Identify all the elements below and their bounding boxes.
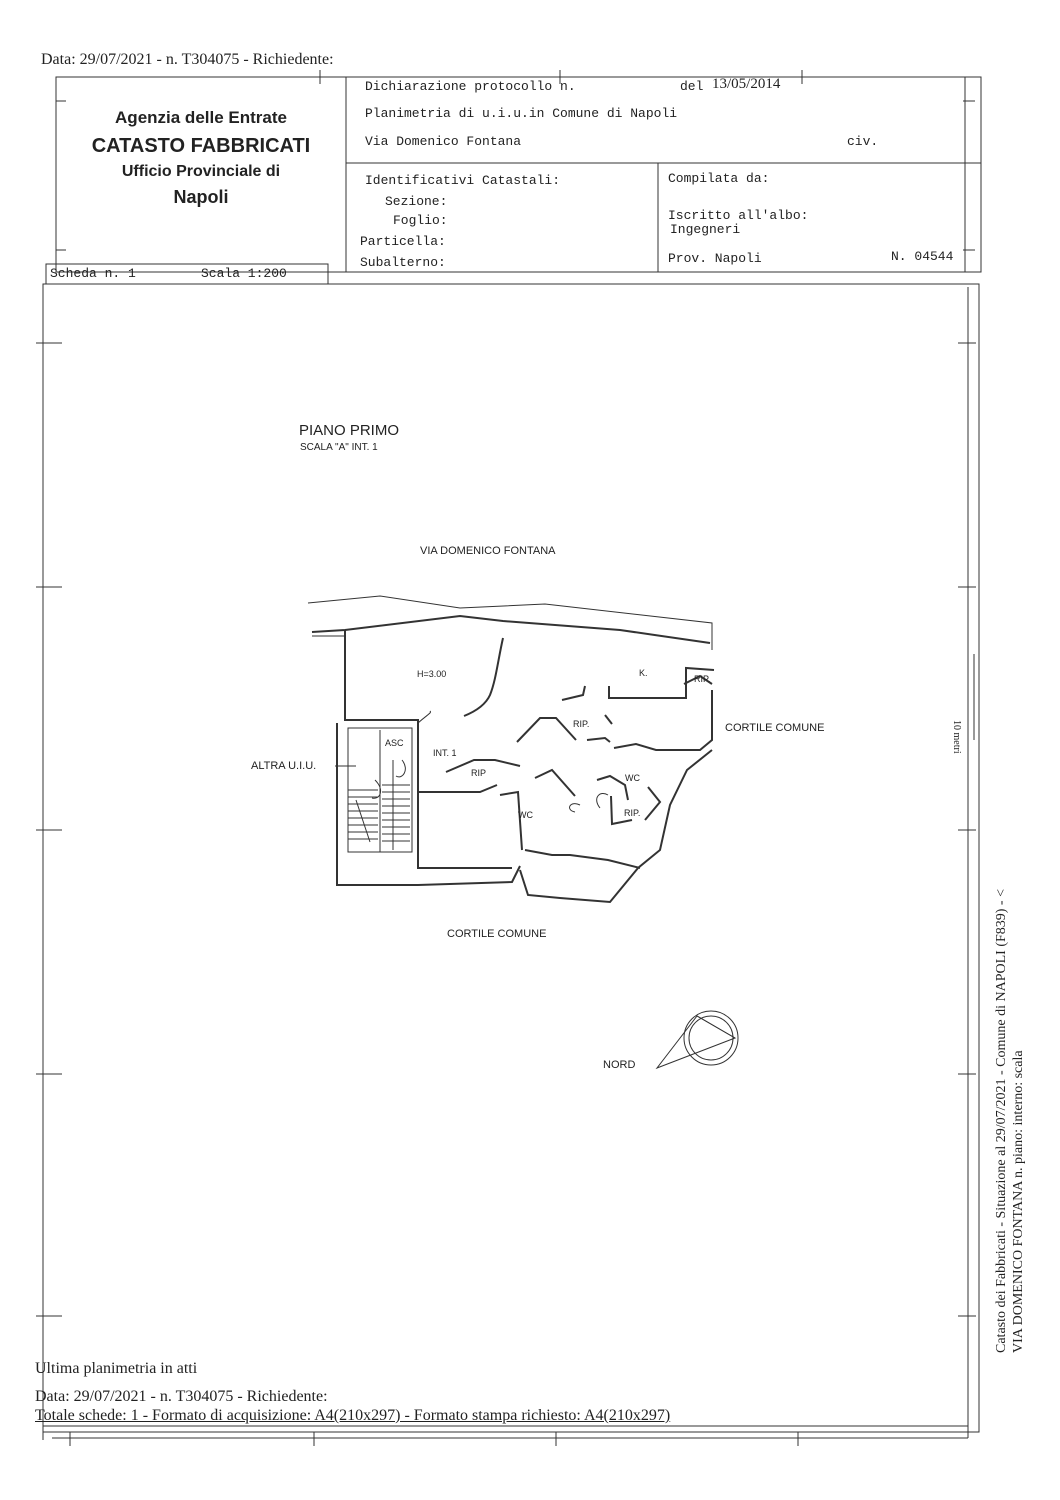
room-lift-label: ASC bbox=[385, 738, 404, 748]
north-label: NORD bbox=[603, 1059, 636, 1071]
side-note: 10 metri bbox=[951, 720, 962, 754]
floor-title: PIANO PRIMO bbox=[299, 422, 400, 439]
protocol-label: Dichiarazione protocollo n. bbox=[365, 79, 576, 94]
vertical-line-2: VIA DOMENICO FONTANA n. piano: interno: scala bbox=[1011, 1050, 1026, 1353]
civ-label: civ. bbox=[847, 134, 879, 149]
compiler-province: Prov. Napoli bbox=[668, 251, 762, 266]
neighbor-label: ALTRA U.I.U. bbox=[251, 760, 317, 772]
footer-data-line: Data: 29/07/2021 - n. T304075 - Richiedente: bbox=[35, 1388, 328, 1405]
room-storage-label: RIP bbox=[471, 768, 487, 778]
foglio-label: Foglio: bbox=[393, 213, 448, 228]
room-height-label: H=3.00 bbox=[417, 669, 447, 679]
stair-label: SCALA "A" INT. 1 bbox=[300, 442, 378, 453]
courtyard-right-label: CORTILE COMUNE bbox=[725, 722, 825, 734]
compiler-profession: Ingegneri bbox=[670, 222, 741, 237]
agency-city: Napoli bbox=[173, 187, 229, 207]
sezione-label: Sezione: bbox=[385, 194, 448, 209]
north-arrow-icon bbox=[657, 1011, 738, 1068]
top-header: Data: 29/07/2021 - n. T304075 - Richiedente: bbox=[41, 51, 334, 68]
room-storage-label: RIP. bbox=[624, 808, 641, 818]
date-label: del bbox=[680, 79, 704, 94]
courtyard-bottom-label: CORTILE COMUNE bbox=[447, 928, 547, 940]
compiler-number: N. 04544 bbox=[891, 249, 954, 264]
room-kitchen-label: K. bbox=[639, 668, 648, 678]
identifiers-title: Identificativi Catastali: bbox=[365, 173, 561, 188]
agency-name: Agenzia delle Entrate bbox=[115, 108, 287, 127]
agency-office: Ufficio Provinciale di bbox=[121, 163, 281, 180]
address: Via Domenico Fontana bbox=[365, 134, 522, 149]
room-wc-label: WC bbox=[625, 773, 640, 783]
sheet-scale: Scala 1:200 bbox=[201, 266, 287, 281]
compiler-registered: Iscritto all'albo: bbox=[668, 208, 809, 223]
vertical-caption bbox=[993, 889, 1027, 1353]
footer-totals: Totale schede: 1 - Formato di acquisizione: A4(210x297) - Formato stampa richiesto: A4(210x297) bbox=[35, 1407, 671, 1424]
room-storage-label: RIP. bbox=[573, 719, 590, 729]
sheet-number: Scheda n. 1 bbox=[50, 266, 136, 281]
street-label: VIA DOMENICO FONTANA bbox=[420, 545, 556, 557]
footer-last-plan: Ultima planimetria in atti bbox=[35, 1360, 198, 1377]
room-storage-label: RIP. bbox=[694, 674, 711, 684]
particella-label: Particella: bbox=[360, 234, 446, 249]
subalterno-label: Subalterno: bbox=[360, 255, 446, 270]
compiler-title: Compilata da: bbox=[668, 171, 770, 186]
declaration-date: 13/05/2014 bbox=[712, 76, 781, 92]
room-interior-label: INT. 1 bbox=[433, 748, 457, 758]
vertical-line-1: Catasto dei Fabbricati - Situazione al 29/07/2021 - Comune di NAPOLI (F839) - < bbox=[994, 889, 1009, 1353]
floor-plan-drawing bbox=[308, 596, 714, 902]
stair-treads bbox=[335, 760, 410, 850]
drawing-area bbox=[43, 284, 979, 1432]
plan-label: Planimetria di u.i.u.in Comune di Napoli bbox=[365, 106, 678, 121]
room-wc-label: WC bbox=[518, 810, 533, 820]
agency-department: CATASTO FABBRICATI bbox=[91, 135, 311, 157]
